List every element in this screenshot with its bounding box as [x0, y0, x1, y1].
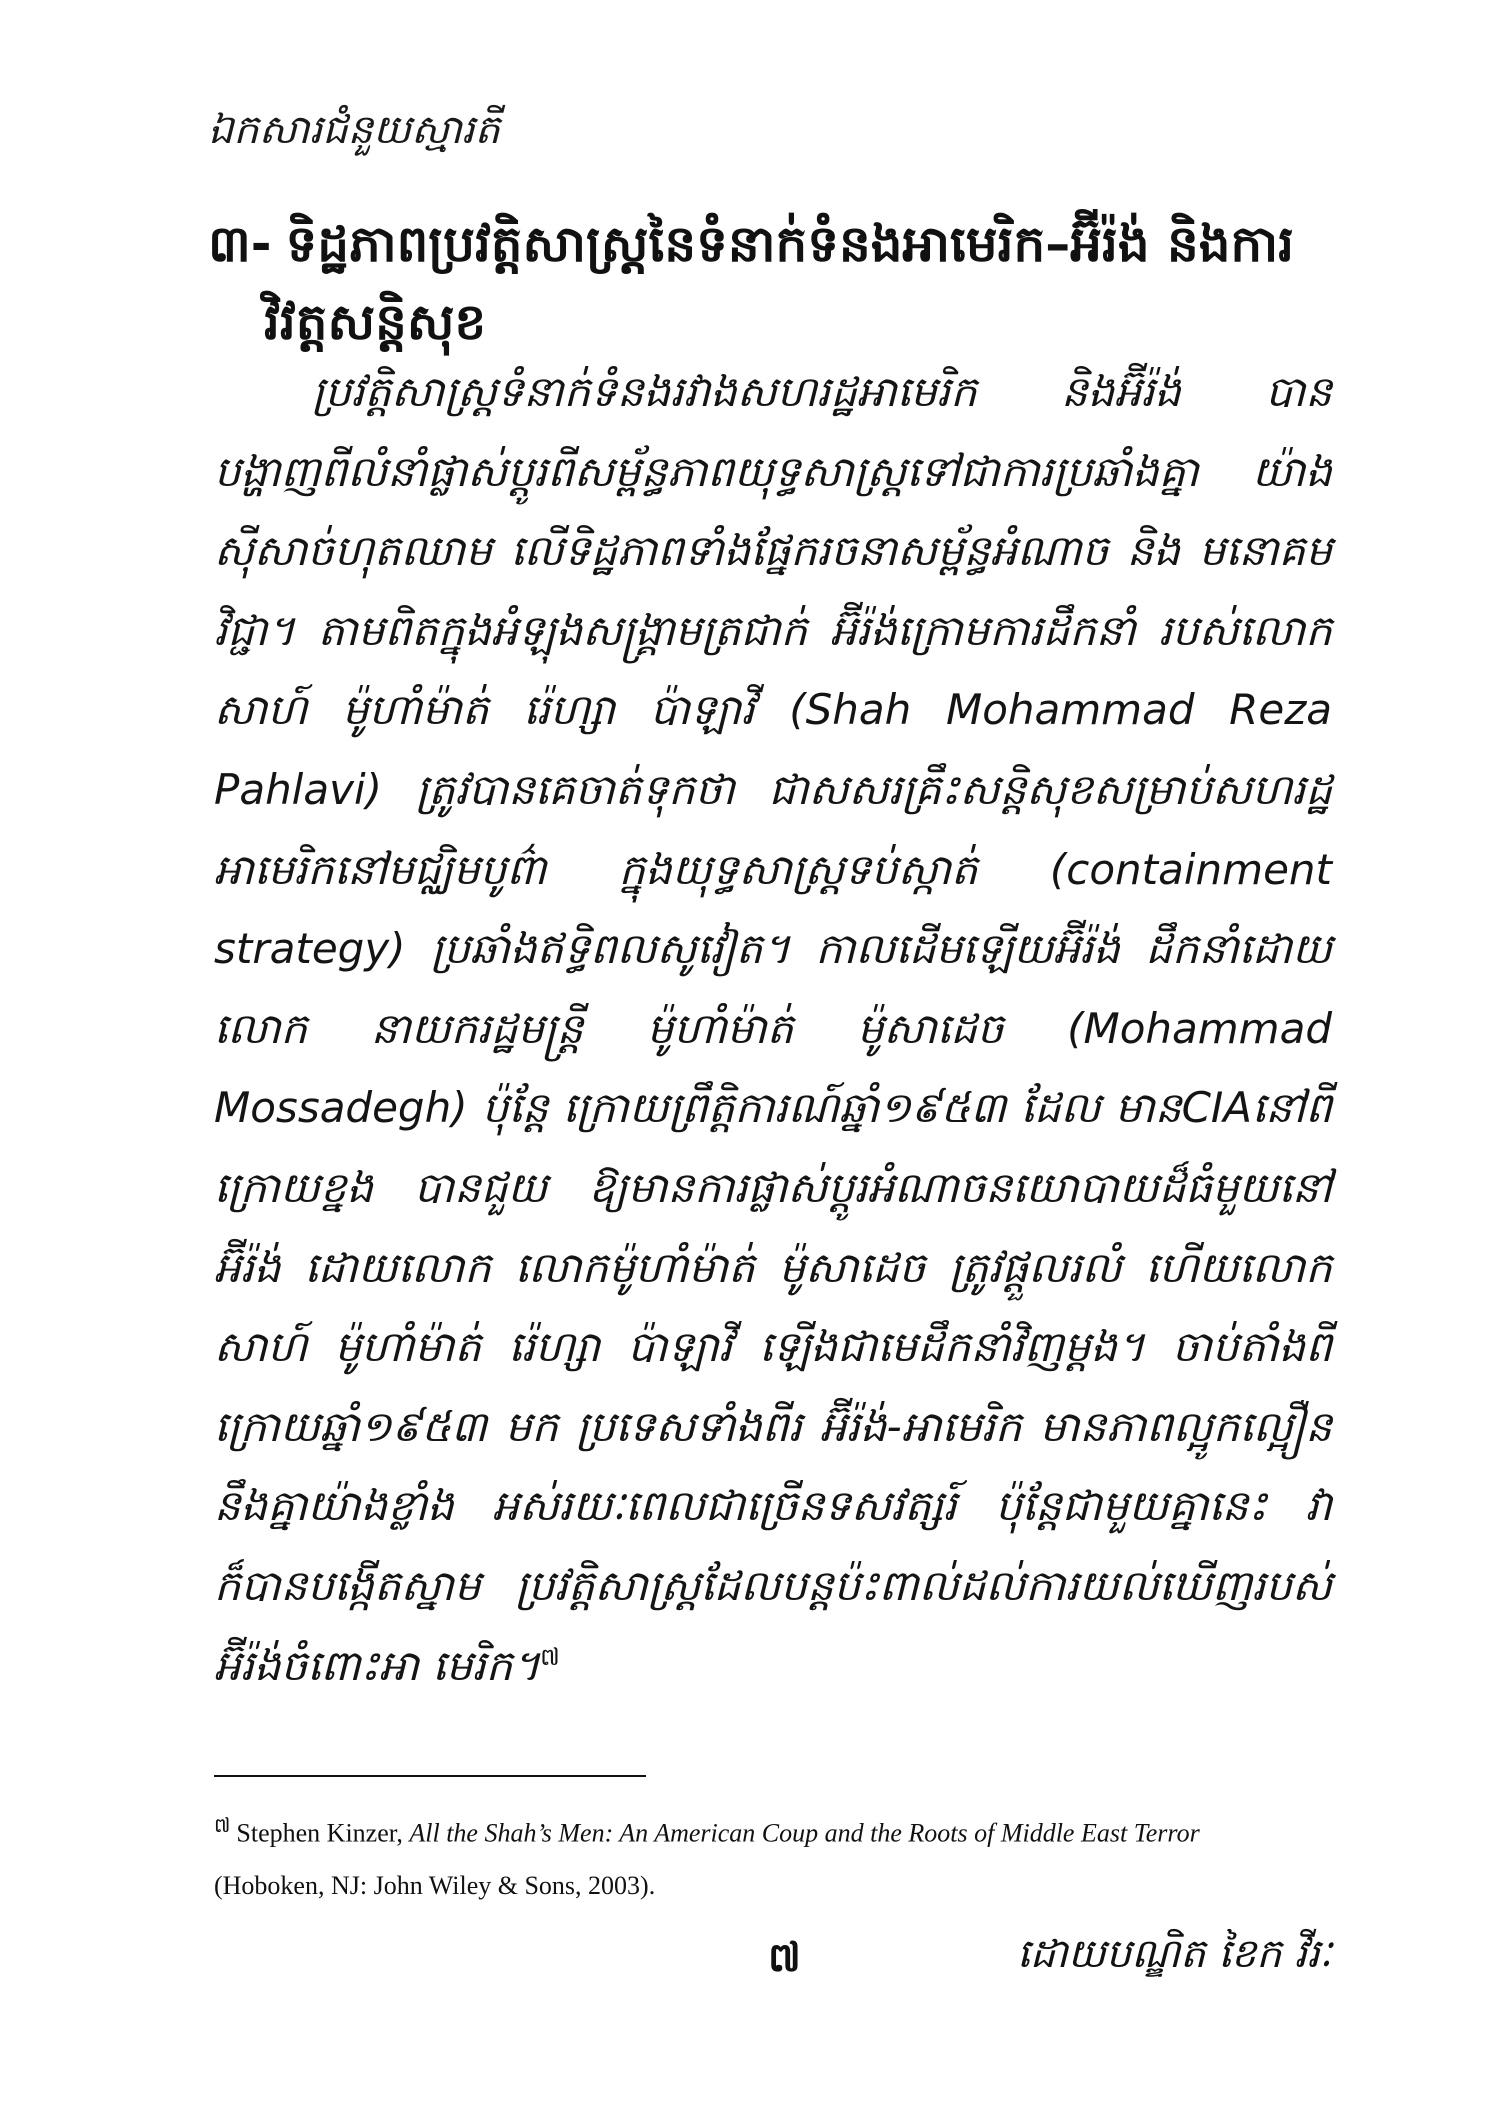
body-text: [214, 352, 1332, 1705]
section-title-line1: ទិដ្ឋភាពប្រវត្តិសាស្រ្តនៃទំនាក់ទំនងអាមេរិក–អ៊ីរ៉ង់ និងការ: [285, 215, 1294, 273]
page-number: ៧: [768, 1935, 801, 1981]
footnote-author: Stephen Kinzer,: [236, 1818, 410, 1848]
running-header: ឯកសារជំនួយស្មារតី: [208, 107, 500, 153]
footnote-reference: ៧: [540, 1642, 560, 1671]
section-number: ៣-: [208, 215, 272, 273]
section-title-line2: វិវត្តសន្តិសុខ: [264, 293, 487, 351]
footnote-marker: ៧: [214, 1815, 231, 1837]
body-paragraph: [214, 352, 1332, 1705]
footnote-book-title: All the Shah’s Men: An American Coup and the Roots of Middle East Terror: [409, 1818, 1200, 1848]
author-credit: ដោយបណ្ឌិត ខៃក វីរៈ: [1017, 1931, 1332, 1977]
footnote-separator: [214, 1775, 646, 1777]
paragraph-text: ប្រវត្តិសាស្រ្តទំនាក់ទំនងរវាងសហរដ្ឋអាមេរិក និងអ៊ីរ៉ង់ បាន បង្ហាញពីលំនាំផ្លាស់ប្តូរពីសម្ព័ន្ធភាពយុទ្ធសាស្រ្តទៅជាការប្រឆាំងគ្នា យ៉ាងស៊ីសាច់ហុតឈាម លើទិដ្ឋភាពទាំងផ្នែករចនាសម្ព័ន្ធអំណាច និង មនោគមវិជ្ជា។ តាមពិតក្នុងអំឡុងសង្គ្រាមត្រជាក់ អ៊ីរ៉ង់ក្រោមការដឹកនាំ របស់លោក សាហ៍ ម៉ូហាំម៉ាត់ រ៉េហ្សា ប៉ាឡាវី (Shah Mohammad Reza Pahlavi) ត្រូវបានគេចាត់ទុកថា ជាសសរគ្រឹះសន្តិសុខសម្រាប់សហរដ្ឋ អាមេរិកនៅមជ្ឈិមបូព៌ា ក្នុងយុទ្ធសាស្រ្តទប់ស្កាត់ (containment strategy) ប្រឆាំងឥទ្ធិពលសូវៀត។ កាលដើមឡើយអ៊ីរ៉ង់ ដឹកនាំដោយលោក នាយករដ្ឋមន្រ្តី ម៉ូហាំម៉ាត់ ម៉ូសាដេច (Mohammad Mossadegh) ប៉ុន្តែ ក្រោយព្រឹត្តិការណ៍ឆ្នាំ១៩៥៣ ដែល មានCIAនៅពីក្រោយខ្នង បានជួយ ឱ្យមានការផ្លាស់ប្តូរអំណាចនយោបាយដ៏ធំមួយនៅអ៊ីរ៉ង់ ដោយលោក លោកម៉ូហាំម៉ាត់ ម៉ូសាដេច ត្រូវផ្តួលរលំ ហើយលោក សាហ៍ ម៉ូហាំម៉ាត់ រ៉េហ្សា ប៉ាឡាវី ឡើងជាមេដឹកនាំវិញម្តង។ ចាប់តាំងពីក្រោយឆ្នាំ១៩៥៣ មក ប្រទេសទាំងពីរ អ៊ីរ៉ង់-អាមេរិក មានភាពល្អូកល្អឿននឹងគ្នាយ៉ាងខ្លាំង អស់រយៈពេលជាច្រើនទសវត្សរ៍ ប៉ុន្តែជាមួយគ្នានេះ វាក៏បានបង្កើតស្នាម ប្រវត្តិសាស្រ្តដែលបន្តប៉ះពាល់ដល់ការយល់ឃើញរបស់អ៊ីរ៉ង់ចំពោះអា មេរិក។: [214, 367, 1332, 1690]
footnote: [214, 1800, 1332, 1912]
section-heading: [208, 205, 1333, 361]
footnote-publication: (Hoboken, NJ: John Wiley & Sons, 2003).: [214, 1870, 656, 1900]
